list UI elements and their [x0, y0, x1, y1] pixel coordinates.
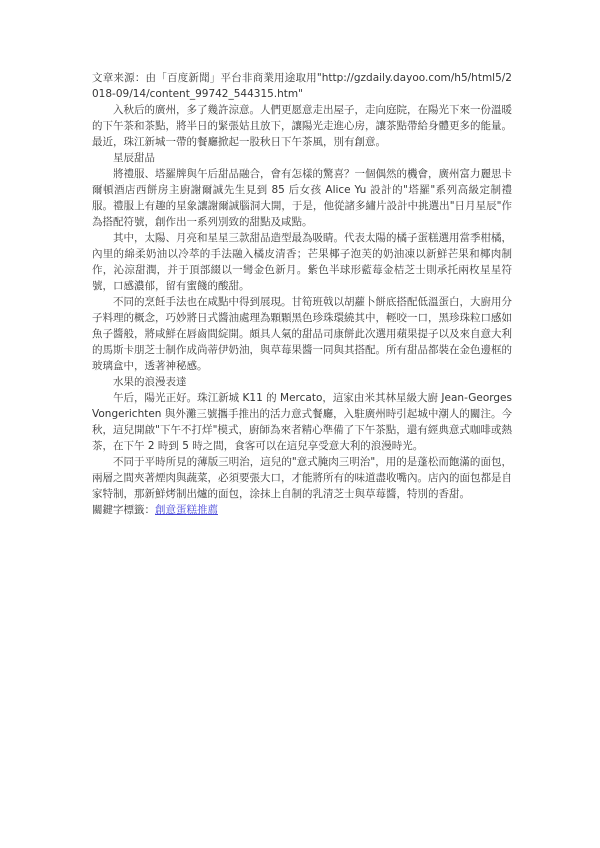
intro-paragraph: 入秋后的廣州，多了幾許涼意。人們更愿意走出屋子，走向庭院，在陽光下來一份溫暖的下午茶和茶點，將半日的緊張姑且放下，讓陽光走進心房，讓茶點帶給身體更多的能量。最近，珠江新城一帶的餐廳掀起一股秋日下午茶風，別有創意。: [92, 104, 512, 148]
source-line: 文章来源：由「百度新聞」平台非商業用途取用"http://gzdaily.dayoo.com/h5/html5/2018-09/14/content_99742_544315.htm": [92, 72, 512, 100]
keyword-line: [92, 502, 512, 518]
section1-paragraph-3: 不同的烹飪手法也在咸點中得到展現。甘筍班戟以胡蘿卜餅底搭配低溫蛋白，大廚用分子料理的概念，巧妙將日式醬油處理為顆顆黑色珍珠環繞其中，輕咬一口，黑珍珠粒口感如魚子醬般，將咸鮮在唇齒間綻開。頗具人氣的甜品司康餅此次選用蘋果提子以及來自意大利的馬斯卡朋芝士制作成尚蒂伊奶油，與草莓果醬一同與其搭配。所有甜品都裝在金色邊框的玻璃盒中，透著神秘感。: [92, 296, 512, 372]
section1-title: 星辰甜品: [113, 152, 155, 164]
section2-title: 水果的浪漫表達: [113, 376, 187, 388]
section1-paragraph-2: 其中，太陽、月亮和星星三款甜品造型最為吸睛。代表太陽的橘子蛋糕選用當季柑橘，內里的綿柔奶油以冷萃的手法融入橘皮清香；芒果椰子泡芙的奶油凍以新鮮芒果和椰肉制作，沁涼甜潤，并于頂部綴以一彎金色新月。紫色半球形藍莓金桔芝士則承托兩枚星星符號，口感濃郁，留有蜜餞的酸甜。: [92, 232, 512, 292]
keyword-label: 關鍵字標籤：: [92, 504, 155, 516]
keyword-link[interactable]: 創意蛋糕推薦: [155, 504, 218, 516]
section2-paragraph-1: 午后，陽光正好。珠江新城 K11 的 Mercato，這家由米其林星級大廚 Jean-Georges Vongerichten 與外灘三號攜手推出的活力意式餐廳，入駐廣州時引起城中潮人的關注。今秋，這兒開啟"下午不打烊"模式，廚師為來者精心準備了下午茶點，還有經典意式咖啡或熱茶，在下午 2 時到 5 時之間，食客可以在這兒享受意大利的浪漫時光。: [92, 392, 512, 452]
section2-paragraph-2: 不同于平時所見的薄版三明治，這兒的"意式腌肉三明治"，用的是蓬松而飽滿的面包，兩層之間夾著煙肉與蔬菜，必須要張大口，才能將所有的味道盡收嘴內。店內的面包都是自家特制，那新鮮烤制出爐的面包，涂抹上自制的乳清芝士與草莓醬，特別的香甜。: [92, 456, 512, 500]
section1-paragraph-1: 將禮服、塔羅牌與午后甜品融合，會有怎樣的驚喜？一個偶然的機會，廣州富力麗思卡爾頓酒店西餅房主廚謝爾誠先生見到 85 后女孩 Alice Yu 設計的"塔羅"系列高級定制禮服。禮服上有趣的星象讓謝爾誠腦洞大開，于是，他從諸多繡片設計中挑選出"日月星辰"作為搭配符號，創作出一系列別致的甜點及咸點。: [92, 168, 512, 228]
